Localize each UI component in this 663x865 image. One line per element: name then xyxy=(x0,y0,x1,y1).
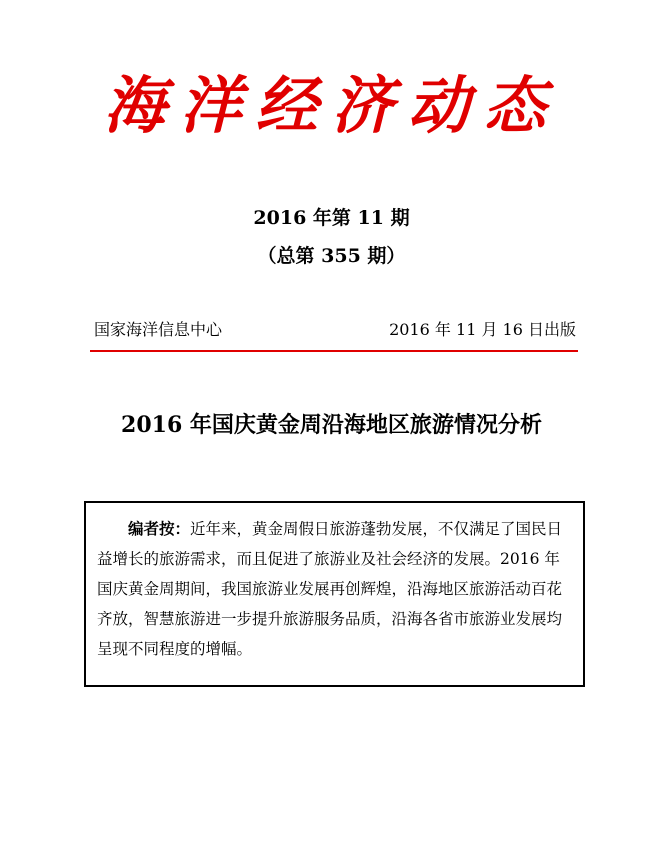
editor-note-line: 呈现不同程度的增幅。 xyxy=(97,640,253,658)
issue-number: 2016 年第 11 期 xyxy=(253,207,410,229)
masthead-title: 海洋经济动态 xyxy=(103,69,560,142)
issue-total-number: （总第 355 期） xyxy=(257,245,406,267)
publication-date: 2016 年 11 月 16 日出版 xyxy=(389,320,576,339)
editor-note-line xyxy=(97,514,572,544)
editor-note-line: 益增长的旅游需求，而且促进了旅游业及社会经济的发展。2016 年 xyxy=(97,550,560,568)
editor-note-line: 齐放，智慧旅游进一步提升旅游服务品质，沿海各省市旅游业发展均 xyxy=(97,610,563,628)
editor-note-label: 编者按： xyxy=(128,519,191,538)
editor-note-text: 近年来，黄金周假日旅游蓬勃发展，不仅满足了国民日 xyxy=(190,520,563,538)
red-divider xyxy=(90,350,578,352)
article-headline: 2016 年国庆黄金周沿海地区旅游情况分析 xyxy=(121,412,542,438)
editor-note-box xyxy=(84,501,585,687)
editor-note-line: 国庆黄金周期间，我国旅游业发展再创辉煌，沿海地区旅游活动百花 xyxy=(97,580,563,598)
publisher-name: 国家海洋信息中心 xyxy=(94,320,223,339)
